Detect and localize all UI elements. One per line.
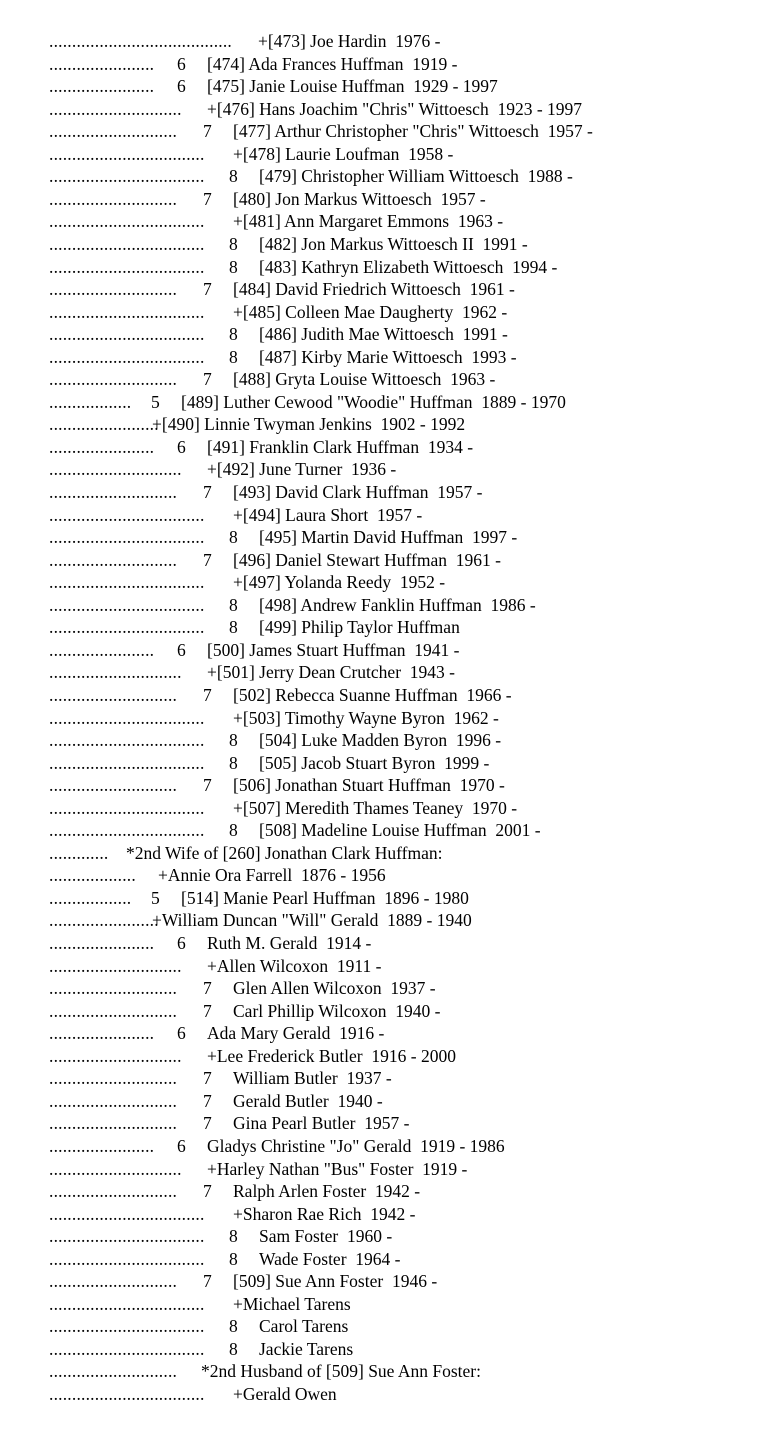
leader-dots: .................................. [49,233,205,254]
leader-dots: .................................. [49,617,205,638]
generation-number: 7 [203,1181,212,1202]
leader-dots: .................. [49,391,132,412]
spouse-entry: +Sharon Rae Rich 1942 - [233,1203,416,1224]
generation-number: 8 [229,752,238,773]
spouse-entry: +[494] Laura Short 1957 - [233,504,423,525]
spouse-entry: +[492] June Turner 1936 - [207,459,397,480]
leader-dots: ............................ [49,1000,178,1021]
relationship-note: *2nd Wife of [260] Jonathan Clark Huffman: [126,842,443,863]
leader-dots: ....................... [49,436,155,457]
spouse-entry: +Gerald Owen [233,1384,337,1404]
leader-dots: ............................ [49,978,178,999]
descendant-entry: Carl Phillip Wilcoxon 1940 - [233,1000,441,1021]
generation-number: 7 [203,1068,212,1089]
generation-number: 8 [229,730,238,751]
spouse-entry: +[490] Linnie Twyman Jenkins 1902 - 1992 [152,414,466,435]
generation-number: 6 [177,639,186,660]
descendant-entry: Ruth M. Gerald 1914 - [207,933,372,953]
generation-number: 7 [203,1090,212,1111]
generation-number: 6 [177,76,186,97]
leader-dots: ............................. [49,1045,182,1066]
generation-number: 7 [203,978,212,999]
descendant-entry: [493] David Clark Huffman 1957 - [233,482,483,502]
leader-dots: ............................ [49,684,178,705]
leader-dots: .................................. [49,211,205,232]
leader-dots: .................................. [49,1338,205,1359]
generation-number: 7 [203,1271,212,1292]
descendant-entry: Gina Pearl Butler 1957 - [233,1113,410,1134]
generation-number: 8 [229,324,238,345]
leader-dots: ............................. [49,459,182,480]
descendant-entry: [479] Christopher William Wittoesch 1988 - [259,166,573,187]
leader-dots: ............................ [49,482,178,502]
leader-dots: ........................ [49,910,159,931]
generation-number: 7 [203,549,212,570]
leader-dots: ............................ [49,1068,178,1089]
generation-number: 6 [177,53,186,74]
generation-number: 6 [177,1023,186,1044]
leader-dots: ........................................ [49,31,232,51]
leader-dots: .................................. [49,1248,205,1269]
generation-number: 8 [229,256,238,277]
descendant-entry: [483] Kathryn Elizabeth Wittoesch 1994 - [259,256,558,277]
leader-dots: ............................. [49,955,182,976]
descendant-entry: [495] Martin David Huffman 1997 - [259,527,518,548]
spouse-entry: +[503] Timothy Wayne Byron 1962 - [233,707,499,728]
spouse-entry: +Allen Wilcoxon 1911 - [207,955,382,976]
descendant-entry: [482] Jon Markus Wittoesch II 1991 - [259,233,528,254]
leader-dots: ............................ [49,1361,178,1382]
descendant-entry: [487] Kirby Marie Wittoesch 1993 - [259,346,517,367]
generation-number: 5 [151,391,160,412]
leader-dots: .................................. [49,1293,205,1314]
descendant-entry: [496] Daniel Stewart Huffman 1961 - [233,549,501,570]
leader-dots: .................................. [49,346,205,367]
generation-number: 8 [229,594,238,615]
descendant-entry: [475] Janie Louise Huffman 1929 - 1997 [207,76,498,97]
generation-number: 7 [203,1000,212,1021]
descendant-entry: [504] Luke Madden Byron 1996 - [259,730,502,751]
leader-dots: ....................... [49,76,155,97]
leader-dots: .................................. [49,820,205,841]
descendant-entry: [491] Franklin Clark Huffman 1934 - [207,436,474,457]
leader-dots: .................................. [49,1226,205,1247]
leader-dots: .................................. [49,301,205,322]
descendant-entry: [489] Luther Cewood "Woodie" Huffman 1889 - 1970 [181,391,566,412]
generation-number: 8 [229,1226,238,1247]
generation-number: 8 [229,233,238,254]
leader-dots: .................................. [49,166,205,187]
leader-dots: .................................. [49,143,205,164]
descendant-entry: Glen Allen Wilcoxon 1937 - [233,978,436,999]
leader-dots: ............................ [49,188,178,209]
leader-dots: ....................... [49,53,155,74]
generation-number: 7 [203,1113,212,1134]
descendant-entry: [514] Manie Pearl Huffman 1896 - 1980 [181,887,469,908]
leader-dots: .................................. [49,324,205,345]
descendant-entry: [499] Philip Taylor Huffman [259,617,460,638]
leader-dots: ............. [49,842,109,863]
leader-dots: .................................. [49,1384,205,1404]
generation-number: 8 [229,1338,238,1359]
descendant-entry: [474] Ada Frances Huffman 1919 - [207,53,458,74]
generation-number: 6 [177,933,186,953]
spouse-entry: +[501] Jerry Dean Crutcher 1943 - [207,662,455,683]
spouse-entry: +[473] Joe Hardin 1976 - [258,31,441,51]
leader-dots: ............................ [49,1181,178,1202]
spouse-entry: +[485] Colleen Mae Daugherty 1962 - [233,301,508,322]
descendant-entry: [508] Madeline Louise Huffman 2001 - [259,820,541,841]
leader-dots: ............................ [49,775,178,796]
spouse-entry: +[481] Ann Margaret Emmons 1963 - [233,211,504,232]
generation-number: 8 [229,1248,238,1269]
descendant-entry: Ralph Arlen Foster 1942 - [233,1181,421,1202]
descendant-entry: [480] Jon Markus Wittoesch 1957 - [233,188,486,209]
leader-dots: .................................. [49,1203,205,1224]
spouse-entry: +Annie Ora Farrell 1876 - 1956 [158,865,386,886]
descendant-entry: [506] Jonathan Stuart Huffman 1970 - [233,775,505,796]
generation-number: 7 [203,369,212,390]
generation-number: 8 [229,527,238,548]
descendant-entry: [477] Arthur Christopher "Chris" Wittoesch 1957 - [233,121,593,142]
leader-dots: ................... [49,865,136,886]
leader-dots: .................................. [49,256,205,277]
generation-number: 7 [203,279,212,300]
relationship-note: *2nd Husband of [509] Sue Ann Foster: [201,1361,481,1382]
leader-dots: ............................ [49,279,178,300]
descendant-entry: Wade Foster 1964 - [259,1248,401,1269]
generation-number: 7 [203,684,212,705]
leader-dots: ............................ [49,1090,178,1111]
generation-number: 7 [203,121,212,142]
descendant-entry: Gladys Christine "Jo" Gerald 1919 - 1986 [207,1135,505,1156]
generation-number: 6 [177,436,186,457]
descendant-entry: [505] Jacob Stuart Byron 1999 - [259,752,490,773]
generation-number: 7 [203,775,212,796]
leader-dots: ............................. [49,98,182,119]
descendant-entry: [502] Rebecca Suanne Huffman 1966 - [233,684,512,705]
descendant-entry: [500] James Stuart Huffman 1941 - [207,639,460,660]
generation-number: 5 [151,887,160,908]
leader-dots: ....................... [49,639,155,660]
spouse-entry: +[507] Meredith Thames Teaney 1970 - [233,797,518,818]
spouse-entry: +Harley Nathan "Bus" Foster 1919 - [207,1158,468,1179]
leader-dots: ............................ [49,549,178,570]
leader-dots: .................................. [49,594,205,615]
spouse-entry: +Lee Frederick Butler 1916 - 2000 [207,1045,456,1066]
leader-dots: .................................. [49,752,205,773]
leader-dots: .................................. [49,572,205,593]
leader-dots: .................................. [49,797,205,818]
leader-dots: .................................. [49,730,205,751]
descendant-entry: [509] Sue Ann Foster 1946 - [233,1271,438,1292]
descendant-entry: Jackie Tarens [259,1338,354,1359]
leader-dots: ............................ [49,369,178,390]
generation-number: 7 [203,188,212,209]
leader-dots: .................................. [49,1316,205,1337]
leader-dots: .................................. [49,504,205,525]
leader-dots: ............................. [49,1158,182,1179]
descendant-entry: Ada Mary Gerald 1916 - [207,1023,385,1044]
leader-dots: .................................. [49,527,205,548]
leader-dots: ....................... [49,1023,155,1044]
generation-number: 8 [229,346,238,367]
descendant-entry: [488] Gryta Louise Wittoesch 1963 - [233,369,496,390]
descendant-entry: Sam Foster 1960 - [259,1226,393,1247]
leader-dots: .................. [49,887,132,908]
spouse-entry: +[497] Yolanda Reedy 1952 - [233,572,446,593]
generation-number: 8 [229,617,238,638]
spouse-entry: +[476] Hans Joachim "Chris" Wittoesch 1923 - 1997 [207,98,583,119]
leader-dots: ....................... [49,1135,155,1156]
descendant-entry: [484] David Friedrich Wittoesch 1961 - [233,279,515,300]
descendant-entry: [498] Andrew Fanklin Huffman 1986 - [259,594,536,615]
generation-number: 8 [229,1316,238,1337]
spouse-entry: +William Duncan "Will" Gerald 1889 - 1940 [152,910,472,931]
descendant-entry: Carol Tarens [259,1316,349,1337]
leader-dots: ....................... [49,933,155,953]
leader-dots: ............................. [49,662,182,683]
generation-number: 7 [203,482,212,502]
spouse-entry: +Michael Tarens [233,1293,351,1314]
leader-dots: ............................ [49,1271,178,1292]
leader-dots: ............................ [49,1113,178,1134]
descendant-entry: [486] Judith Mae Wittoesch 1991 - [259,324,508,345]
descendant-entry: William Butler 1937 - [233,1068,392,1089]
spouse-entry: +[478] Laurie Loufman 1958 - [233,143,454,164]
descendant-entry: Gerald Butler 1940 - [233,1090,383,1111]
generation-number: 6 [177,1135,186,1156]
leader-dots: .................................. [49,707,205,728]
generation-number: 8 [229,820,238,841]
leader-dots: ........................ [49,414,159,435]
leader-dots: ............................ [49,121,178,142]
generation-number: 8 [229,166,238,187]
